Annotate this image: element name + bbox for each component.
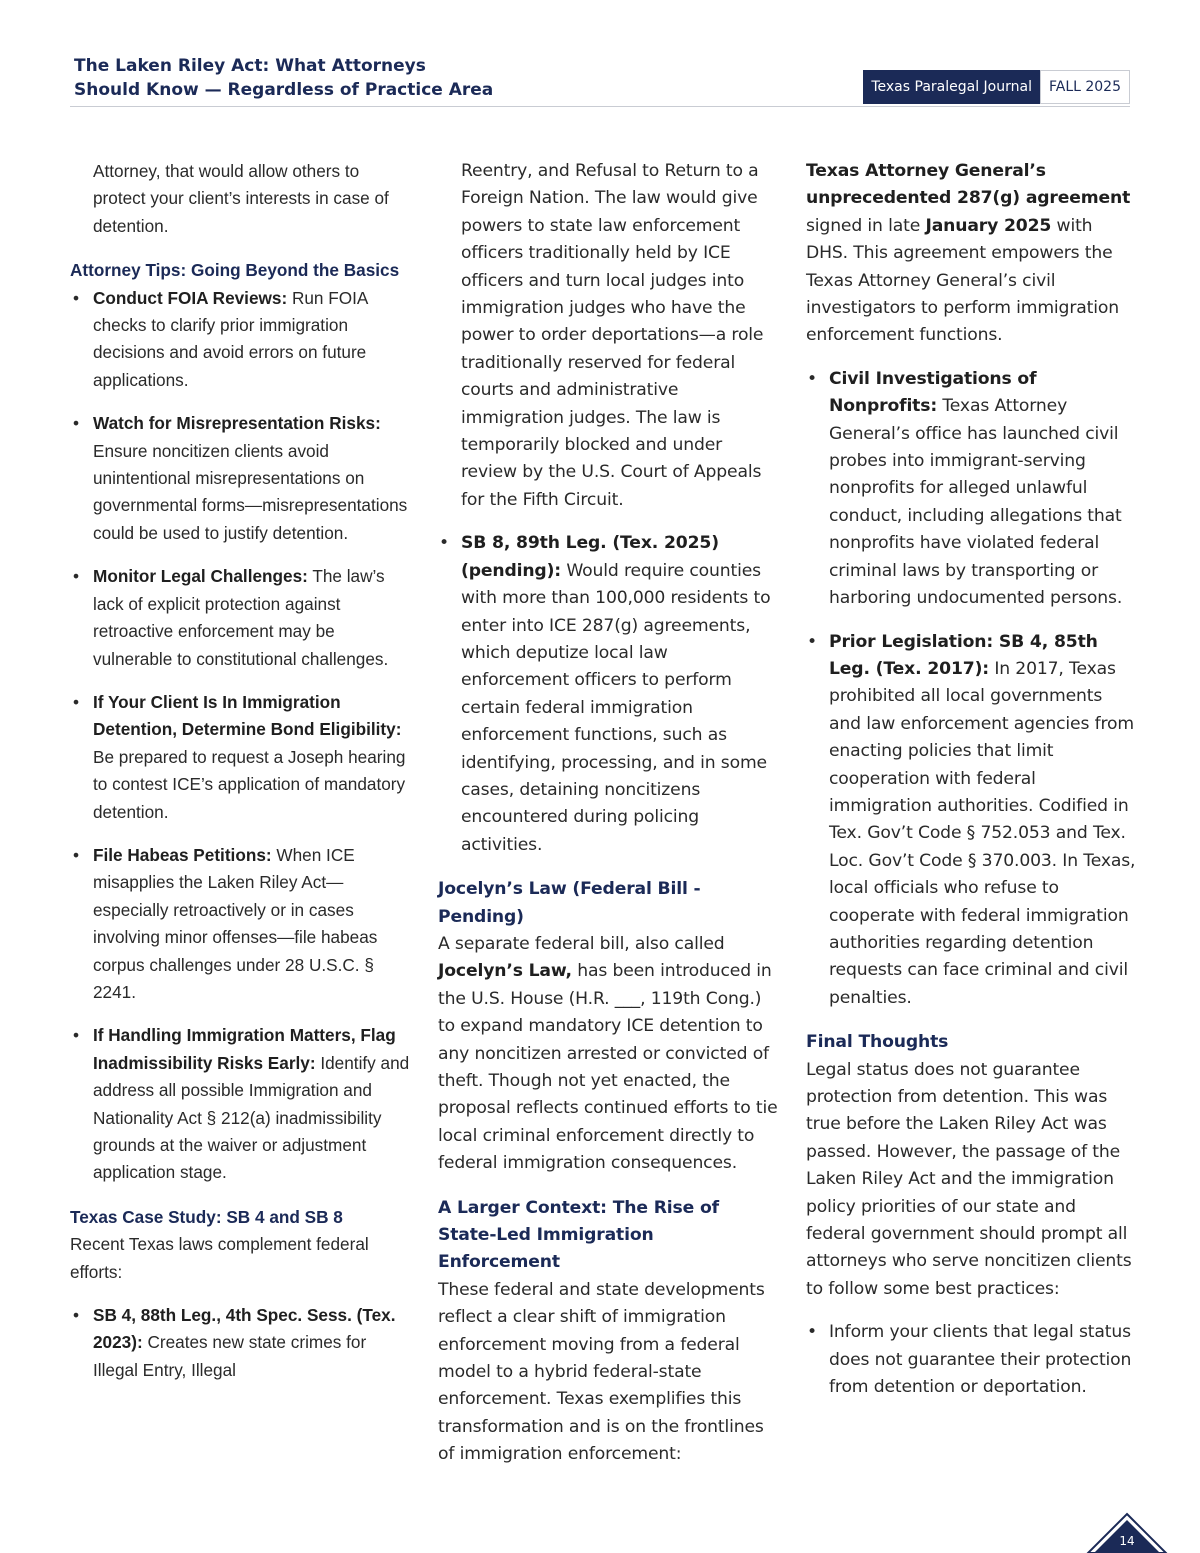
list-item	[70, 285, 410, 395]
bullet: •	[72, 287, 80, 308]
tip-text: Be prepared to request a Joseph hearing to contest ICE’s application of mandatory detention.	[93, 746, 406, 822]
bullet: •	[807, 368, 817, 389]
ag-bold-2: January 2025	[925, 215, 1052, 236]
prior-label: Prior Legislation: SB 4, 85th Leg. (Tex. 2017):	[829, 631, 1098, 679]
list-item	[70, 1022, 410, 1186]
jocelyn-text-2: has been introduced in the U.S. House (H.R. ___, 119th Cong.) to expand mandatory ICE detention to any noncitizen arrested or convicted of theft. Though not yet enacted, the proposal reflects continued efforts to tie local criminal enforcement directly to federal immigration consequences.	[438, 961, 778, 1174]
civil-text: Texas Attorney General’s office has launched civil probes into immigrant-serving nonprofits for alleged unlawful conduct, including allegations that nonprofits have violated federal criminal laws by transporting or harboring undocumented persons.	[829, 396, 1123, 609]
ag-text-2: with DHS. This agreement empowers the Texas Attorney General’s civil investigators to perform immigration enforcement functions.	[806, 215, 1119, 346]
running-title-line-1: The Laken Riley Act: What Attorneys	[74, 56, 426, 76]
bullet: •	[72, 413, 80, 434]
civil-label: Civil Investigations of Nonprofits:	[829, 368, 1037, 417]
tip-label: If Your Client Is In Immigration Detention, Determine Bond Eligibility:	[93, 691, 402, 740]
tip-text: Identify and address all possible Immigration and Nationality Act § 212(a) inadmissibility grounds at the waiver or adjustment application stage.	[93, 1052, 410, 1183]
final-thoughts-paragraph: Legal status does not guarantee protection from detention. This was true before the Laken Riley Act was passed. However, the passage of the Laken Riley Act and the immigration policy priorities of our state and federal government should prompt all attorneys who serve noncitizen clients to follow some best practices:	[806, 1059, 1132, 1299]
tips-heading: Attorney Tips: Going Beyond the Basics	[70, 260, 400, 281]
best-practices-list	[806, 1319, 1136, 1401]
bullet: •	[72, 844, 80, 865]
tip-label: Conduct FOIA Reviews:	[93, 287, 288, 308]
tip-text: Run FOIA checks to clarify prior immigration decisions and avoid errors on future applications.	[93, 287, 368, 390]
bullet: •	[807, 631, 817, 652]
case-study-heading: Texas Case Study: SB 4 and SB 8	[70, 1206, 343, 1227]
case-study-intro: Recent Texas laws complement federal efforts:	[70, 1234, 369, 1282]
prior-text: In 2017, Texas prohibited all local governments and law enforcement agencies from enacting policies that limit cooperation with federal immigration authorities. Codified in Tex. Gov’t Code § 752.053 and Tex. Loc. Gov’t Code § 370.003. In Texas, local officials who refuse to cooperate with federal immigration authorities regarding detention requests can face criminal and civil penalties.	[829, 658, 1136, 1008]
bullet: •	[807, 1322, 817, 1343]
tip-label: If Handling Immigration Matters, Flag Inadmissibility Risks Early:	[93, 1025, 396, 1073]
list-item	[70, 410, 410, 547]
bullet: •	[72, 691, 80, 712]
column-3	[806, 158, 1136, 1401]
list-item	[438, 158, 778, 514]
issue-badge: FALL 2025	[1040, 70, 1130, 104]
column-2	[438, 158, 778, 1469]
sb4-text-continued: Reentry, and Refusal to Return to a Foreign Nation. The law would give powers to state law enforcement officers traditionally held by ICE officers and turn local judges into immigration judges who have the power to order deportations—a role traditionally reserved for federal courts and administrative immigration judges. The law is temporarily blocked and under review by the U.S. Court of Appeals for the Fifth Circuit.	[461, 161, 764, 510]
tip-label: Monitor Legal Challenges:	[93, 566, 308, 587]
bullet: •	[72, 1305, 80, 1326]
ag-agreement-paragraph	[806, 158, 1136, 350]
running-title	[74, 54, 774, 102]
running-title-line-2: Should Know — Regardless of Practice Area	[74, 80, 494, 100]
bullet: •	[72, 566, 80, 587]
list-item	[438, 530, 778, 859]
bullet: •	[72, 1025, 80, 1046]
best-practice-text: Inform your clients that legal status does not guarantee their protection from detention or deportation.	[829, 1322, 1132, 1398]
tip-text: The law’s lack of explicit protection against retroactive enforcement may be vulnerable to constitutional challenges.	[93, 566, 389, 669]
ag-text-1: signed in late	[806, 215, 926, 236]
sb4-text: Creates new state crimes for Illegal Entry, Illegal	[93, 1332, 367, 1380]
larger-context-paragraph: These federal and state developments reflect a clear shift of immigration enforcement moving from a federal model to a hybrid federal-state enforcement. Texas exemplifies this transformation and is on the frontlines of immigration enforcement:	[438, 1279, 765, 1465]
intro-paragraph: Attorney, that would allow others to protect your client’s interests in case of detention.	[93, 161, 389, 236]
sb8-text: Would require counties with more than 100,000 residents to enter into ICE 287(g) agreements, which deputize local law enforcement officers to perform certain federal immigration enforcement functions, such as identifying, processing, and in some cases, detaining noncitizens encountered during policing activities.	[461, 560, 771, 855]
tip-label: Watch for Misrepresentation Risks:	[93, 413, 381, 434]
sb4-label: SB 4, 88th Leg., 4th Spec. Sess. (Tex. 2023):	[93, 1305, 396, 1353]
case-study-list-continued	[438, 158, 778, 859]
tip-text: Ensure noncitizen clients avoid unintentional misrepresentations on governmental forms—misrepresentations could be used to justify detention.	[93, 440, 408, 543]
page-header	[70, 54, 1130, 107]
case-study-list	[70, 1302, 410, 1384]
list-item	[70, 1302, 410, 1384]
final-thoughts-heading: Final Thoughts	[806, 1032, 949, 1053]
tip-text: When ICE misapplies the Laken Riley Act—especially retroactively or in cases involving minor offenses—file habeas corpus challenges under 28 U.S.C. § 2241.	[93, 844, 378, 1002]
journal-name-badge: Texas Paralegal Journal	[863, 70, 1040, 104]
ag-bold-1: Texas Attorney General’s unprecedented 287(g) agreement	[806, 161, 1131, 209]
list-item	[806, 1319, 1136, 1401]
sb8-label: SB 8, 89th Leg. (Tex. 2025) (pending):	[461, 533, 719, 581]
tips-list	[70, 285, 410, 1187]
column-1	[70, 158, 410, 1384]
header-badges	[863, 70, 1130, 104]
list-item	[70, 689, 410, 826]
list-item	[806, 629, 1136, 1013]
list-item	[70, 842, 410, 1006]
enforcement-list	[806, 366, 1136, 1012]
jocelyn-text-1: A separate federal bill, also called	[438, 933, 725, 954]
page-number: 14	[1119, 1534, 1135, 1548]
jocelyn-bold: Jocelyn’s Law,	[438, 961, 572, 982]
jocelyns-law-paragraph	[438, 931, 778, 1178]
bullet: •	[439, 533, 449, 554]
jocelyns-law-heading: Jocelyn’s Law (Federal Bill - Pending)	[438, 879, 701, 927]
list-item	[70, 563, 410, 673]
list-item	[806, 366, 1136, 613]
larger-context-heading: A Larger Context: The Rise of State-Led Immigration Enforcement	[438, 1197, 719, 1273]
tip-label: File Habeas Petitions:	[93, 844, 272, 865]
